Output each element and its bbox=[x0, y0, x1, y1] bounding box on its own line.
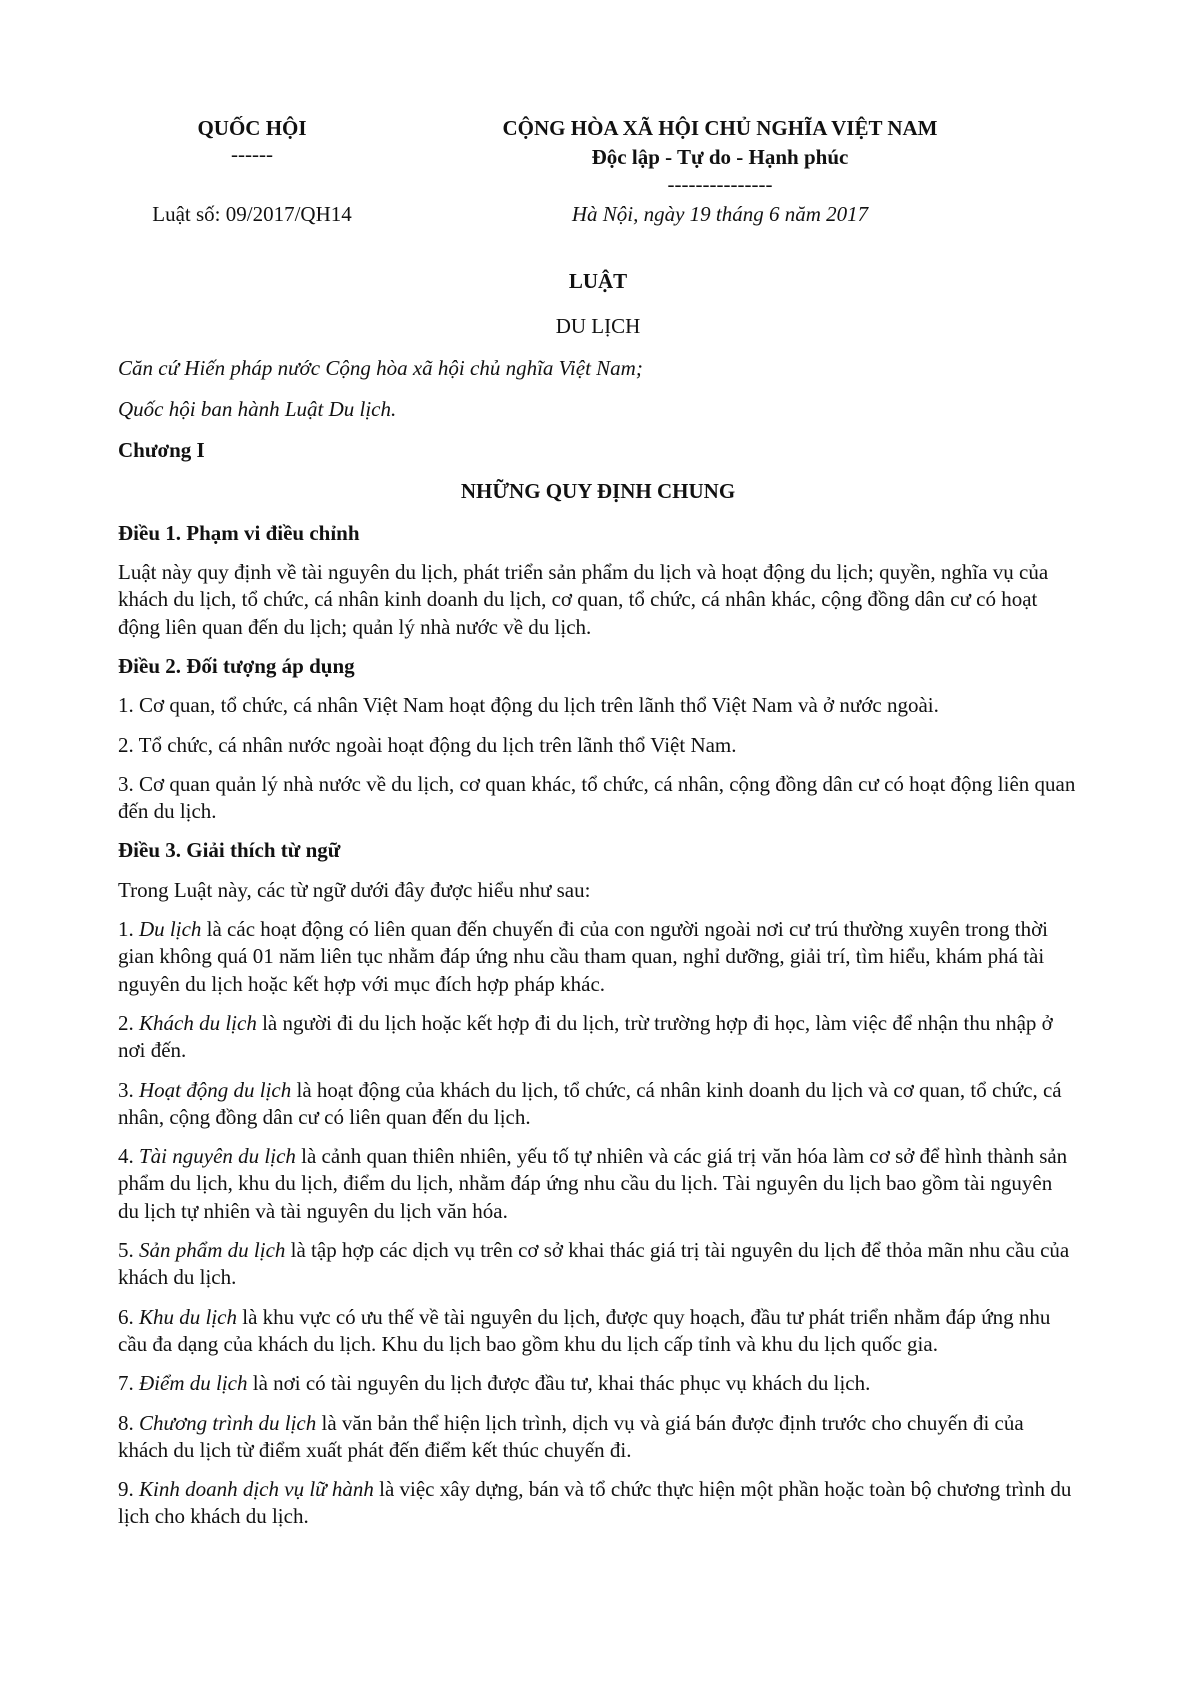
definition-item bbox=[118, 1237, 1078, 1292]
definition-number: 8. bbox=[118, 1410, 139, 1435]
definition-number: 9. bbox=[118, 1477, 139, 1502]
defined-term: Chương trình du lịch bbox=[139, 1410, 317, 1435]
place-date: Hà Nội, ngày 19 tháng 6 năm 2017 bbox=[571, 202, 869, 226]
defined-term: Kinh doanh dịch vụ lữ hành bbox=[139, 1477, 374, 1502]
article-item: 1. Cơ quan, tổ chức, cá nhân Việt Nam hoạt động du lịch trên lãnh thổ Việt Nam và ở nước ngoài. bbox=[118, 693, 939, 718]
definition-item bbox=[118, 916, 1078, 998]
law-number: Luật số: 09/2017/QH14 bbox=[152, 202, 352, 226]
defined-term: Sản phẩm du lịch bbox=[139, 1238, 286, 1263]
definition-number: 7. bbox=[118, 1371, 139, 1396]
chapter-label: Chương I bbox=[118, 438, 205, 463]
chapter-title: NHỮNG QUY ĐỊNH CHUNG bbox=[460, 479, 736, 504]
definition-text: là nơi có tài nguyên du lịch được đầu tư, khai thác phục vụ khách du lịch. bbox=[247, 1371, 871, 1396]
article-heading: Điều 1. Phạm vi điều chỉnh bbox=[118, 520, 360, 545]
motto-rule: --------------- bbox=[667, 171, 773, 196]
definition-text: là khu vực có ưu thế về tài nguyên du lịch, được quy hoạch, đầu tư phát triển nhằm đáp ứng nhu cầu đa dạng của khách du lịch. Khu du lịch bao gồm khu du lịch cấp tỉnh và khu du lịch quốc gia. bbox=[118, 1304, 1051, 1356]
article-intro: Trong Luật này, các từ ngữ dưới đây được hiểu như sau: bbox=[118, 877, 591, 902]
defined-term: Du lịch bbox=[139, 917, 202, 942]
definition-number: 5. bbox=[118, 1238, 139, 1263]
defined-term: Điểm du lịch bbox=[139, 1371, 248, 1396]
definition-text: là tập hợp các dịch vụ trên cơ sở khai thác giá trị tài nguyên du lịch để thỏa mãn nhu cầu của khách du lịch. bbox=[118, 1238, 1070, 1290]
issuer-name: QUỐC HỘI bbox=[197, 116, 307, 140]
document-title: LUẬT bbox=[568, 269, 628, 293]
definition-item bbox=[118, 1410, 1078, 1465]
issuer-rule: ------ bbox=[231, 142, 273, 167]
document-body bbox=[118, 268, 1078, 1543]
definition-number: 2. bbox=[118, 1010, 139, 1035]
definition-item bbox=[118, 1304, 1078, 1359]
definition-item bbox=[118, 1010, 1078, 1065]
definition-text: là người đi du lịch hoặc kết hợp đi du lịch, trừ trường hợp đi học, làm việc để nhận thu nhập ở nơi đến. bbox=[118, 1010, 1053, 1063]
defined-term: Tài nguyên du lịch bbox=[139, 1144, 296, 1169]
definition-number: 3. bbox=[118, 1077, 139, 1102]
document-header bbox=[0, 115, 1200, 235]
national-title-block bbox=[420, 115, 1020, 195]
definition-text: là văn bản thể hiện lịch trình, dịch vụ và giá bán được định trước cho chuyến đi của khách du lịch từ điểm xuất phát đến điểm kết thúc chuyến đi. bbox=[118, 1410, 1024, 1462]
article-heading: Điều 3. Giải thích từ ngữ bbox=[118, 838, 341, 863]
definition-text: là các hoạt động có liên quan đến chuyến đi của con người ngoài nơi cư trú thường xuyên trong thời gian không quá 01 năm liên tục nhằm đáp ứng nhu cầu tham quan, nghỉ dưỡng, giải trí, tìm hiểu, khám phá tài nguyên du lịch hoặc kết hợp với mục đích hợp pháp khác. bbox=[118, 917, 1049, 996]
definition-number: 6. bbox=[118, 1304, 139, 1329]
country-name: CỘNG HÒA XÃ HỘI CHỦ NGHĨA VIỆT NAM bbox=[502, 116, 938, 140]
definition-item bbox=[118, 1077, 1078, 1132]
definition-number: 1. bbox=[118, 917, 139, 942]
definition-item bbox=[118, 1476, 1078, 1531]
article-heading: Điều 2. Đối tượng áp dụng bbox=[118, 653, 355, 678]
article-paragraph: Luật này quy định về tài nguyên du lịch, phát triển sản phẩm du lịch và hoạt động du lịch; quyền, nghĩa vụ của khách du lịch, tổ chức, cá nhân kinh doanh du lịch, cơ quan, tổ chức, cá nhân khác, cộng đồng dân cư có hoạt động liên quan đến du lịch; quản lý nhà nước về du lịch. bbox=[118, 560, 1049, 639]
legal-basis: Căn cứ Hiến pháp nước Cộng hòa xã hội chủ nghĩa Việt Nam; bbox=[118, 355, 643, 380]
document-subtitle: DU LỊCH bbox=[555, 314, 641, 339]
defined-term: Hoạt động du lịch bbox=[139, 1077, 292, 1102]
definition-number: 4. bbox=[118, 1144, 139, 1169]
national-motto: Độc lập - Tự do - Hạnh phúc bbox=[591, 145, 849, 170]
issuer-block bbox=[112, 115, 392, 165]
definition-item bbox=[118, 1143, 1078, 1225]
article-item: 3. Cơ quan quản lý nhà nước về du lịch, cơ quan khác, tổ chức, cá nhân, cộng đồng dân cư có hoạt động liên quan đến du lịch. bbox=[118, 771, 1076, 824]
definition-text: là cảnh quan thiên nhiên, yếu tố tự nhiên và các giá trị văn hóa làm cơ sở để hình thành sản phẩm du lịch, khu du lịch, điểm du lịch, nhằm đáp ứng nhu cầu du lịch. Tài nguyên du lịch bao gồm tài nguyên du lịch tự nhiên và tài nguyên du lịch văn hóa. bbox=[118, 1144, 1068, 1223]
defined-term: Khu du lịch bbox=[139, 1304, 237, 1329]
article-item: 2. Tổ chức, cá nhân nước ngoài hoạt động du lịch trên lãnh thổ Việt Nam. bbox=[118, 732, 737, 757]
definition-item bbox=[118, 1370, 1078, 1397]
definition-text: là hoạt động của khách du lịch, tổ chức, cá nhân kinh doanh du lịch và cơ quan, tổ chức, cá nhân, cộng đồng dân cư có liên quan đến du lịch. bbox=[118, 1077, 1062, 1129]
definition-text: là việc xây dựng, bán và tổ chức thực hiện một phần hoặc toàn bộ chương trình du lịch cho khách du lịch. bbox=[118, 1477, 1072, 1529]
enactment-clause: Quốc hội ban hành Luật Du lịch. bbox=[118, 396, 397, 421]
defined-term: Khách du lịch bbox=[139, 1010, 257, 1035]
